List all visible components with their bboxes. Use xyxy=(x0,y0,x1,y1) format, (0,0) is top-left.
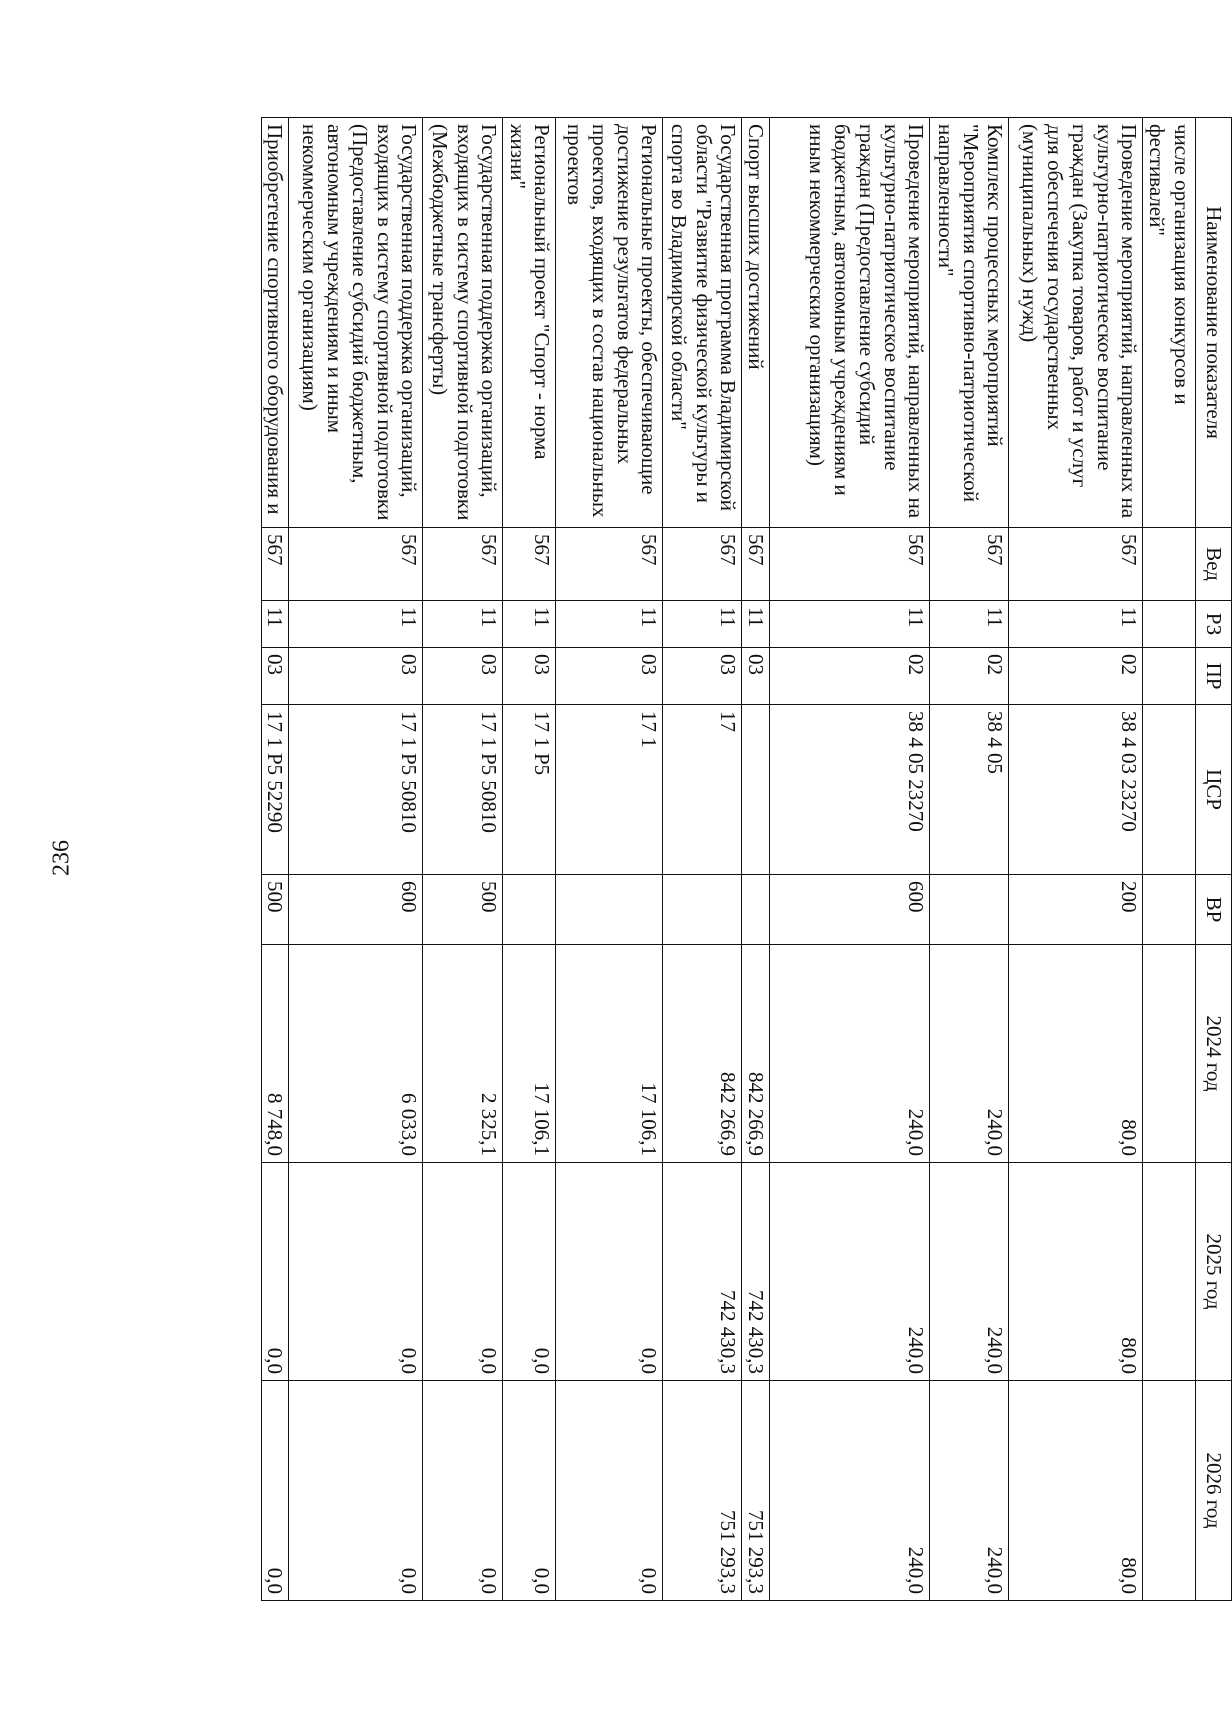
cell-name: Приобретение спортивного оборудования и xyxy=(261,118,289,528)
table-row xyxy=(930,118,1009,1601)
cell-y2026: 240,0 xyxy=(930,1381,1009,1601)
cell-y2024: 80,0 xyxy=(1009,945,1143,1163)
cell-vr xyxy=(930,875,1009,945)
cell-vr xyxy=(556,875,663,945)
rotated-table-wrapper xyxy=(145,117,1232,1600)
cell-y2024: 8 748,0 xyxy=(261,945,289,1163)
cell-rz: 11 xyxy=(503,601,556,648)
cell-y2026: 751 293,3 xyxy=(663,1381,742,1601)
cell-y2025: 80,0 xyxy=(1009,1163,1143,1381)
cell-y2026: 0,0 xyxy=(556,1381,663,1601)
cell-ved: 567 xyxy=(289,528,423,601)
cell-y2024: 842 266,9 xyxy=(663,945,742,1163)
header-name: Наименование показателя xyxy=(1196,118,1232,528)
cell-name: Государственная программа Владимирской области "Развитие физической культуры и спорта во Владимирской области" xyxy=(663,118,742,528)
header-vr: ВР xyxy=(1196,875,1232,945)
cell-pr: 03 xyxy=(556,648,663,705)
table-row xyxy=(423,118,503,1601)
cell-rz: 11 xyxy=(261,601,289,648)
cell-vr xyxy=(1143,875,1196,945)
cell-y2026: 0,0 xyxy=(503,1381,556,1601)
cell-y2024: 842 266,9 xyxy=(742,945,770,1163)
cell-ved: 567 xyxy=(423,528,503,601)
cell-rz xyxy=(1143,601,1196,648)
cell-pr: 03 xyxy=(289,648,423,705)
header-2024: 2024 год xyxy=(1196,945,1232,1163)
cell-ved: 567 xyxy=(770,528,930,601)
cell-y2025: 240,0 xyxy=(770,1163,930,1381)
cell-csr: 17 1 Р5 50810 xyxy=(289,705,423,875)
cell-rz: 11 xyxy=(770,601,930,648)
cell-pr: 02 xyxy=(1009,648,1143,705)
table-row xyxy=(556,118,663,1601)
table-row xyxy=(503,118,556,1601)
table-row xyxy=(742,118,770,1601)
cell-csr: 38 4 03 23270 xyxy=(1009,705,1143,875)
cell-y2026: 0,0 xyxy=(261,1381,289,1601)
cell-csr: 17 1 Р5 50810 xyxy=(423,705,503,875)
cell-ved xyxy=(1143,528,1196,601)
cell-y2024 xyxy=(1143,945,1196,1163)
cell-pr: 02 xyxy=(930,648,1009,705)
cell-ved: 567 xyxy=(663,528,742,601)
cell-name: числе организация конкурсов и фестивалей" xyxy=(1143,118,1196,528)
cell-rz: 11 xyxy=(423,601,503,648)
cell-y2025: 0,0 xyxy=(261,1163,289,1381)
cell-ved: 567 xyxy=(503,528,556,601)
cell-vr xyxy=(663,875,742,945)
header-2026: 2026 год xyxy=(1196,1381,1232,1601)
cell-csr: 17 xyxy=(663,705,742,875)
cell-rz: 11 xyxy=(930,601,1009,648)
cell-vr xyxy=(503,875,556,945)
table-row xyxy=(770,118,930,1601)
cell-csr xyxy=(742,705,770,875)
cell-y2024: 240,0 xyxy=(930,945,1009,1163)
cell-rz: 11 xyxy=(1009,601,1143,648)
cell-vr: 500 xyxy=(261,875,289,945)
cell-y2024: 2 325,1 xyxy=(423,945,503,1163)
header-ved: Вед xyxy=(1196,528,1232,601)
cell-vr: 600 xyxy=(770,875,930,945)
cell-pr: 03 xyxy=(423,648,503,705)
cell-name: Спорт высших достижений xyxy=(742,118,770,528)
cell-vr: 500 xyxy=(423,875,503,945)
cell-vr: 600 xyxy=(289,875,423,945)
cell-rz: 11 xyxy=(289,601,423,648)
cell-csr: 38 4 05 xyxy=(930,705,1009,875)
header-rz: РЗ xyxy=(1196,601,1232,648)
cell-pr: 02 xyxy=(770,648,930,705)
table-row xyxy=(261,118,289,1601)
cell-ved: 567 xyxy=(930,528,1009,601)
cell-y2024: 17 106,1 xyxy=(556,945,663,1163)
cell-y2025: 0,0 xyxy=(289,1163,423,1381)
header-csr: ЦСР xyxy=(1196,705,1232,875)
cell-csr xyxy=(1143,705,1196,875)
cell-name: Комплекс процессных мероприятий "Мероприятия спортивно-патриотической направленности" xyxy=(930,118,1009,528)
cell-rz: 11 xyxy=(556,601,663,648)
cell-pr: 03 xyxy=(742,648,770,705)
cell-ved: 567 xyxy=(1009,528,1143,601)
cell-name: Региональные проекты, обеспечивающие достижение результатов федеральных проектов, входящих в состав национальных проектов xyxy=(556,118,663,528)
cell-name: Проведение мероприятий, направленных на культурно-патриотическое воспитание граждан (Закупка товаров, работ и услуг для обеспечения государственных (муниципальных) нужд) xyxy=(1009,118,1143,528)
cell-y2024: 240,0 xyxy=(770,945,930,1163)
cell-ved: 567 xyxy=(556,528,663,601)
table-row xyxy=(1009,118,1143,1601)
table-row xyxy=(663,118,742,1601)
cell-name: Проведение мероприятий, направленных на культурно-патриотическое воспитание граждан (Предоставление субсидий бюджетным, автономным учреждениям и иным некоммерческим организациям) xyxy=(770,118,930,528)
header-2025: 2025 год xyxy=(1196,1163,1232,1381)
cell-y2026: 751 293,3 xyxy=(742,1381,770,1601)
cell-name: Государственная поддержка организаций, входящих в систему спортивной подготовки (Предоставление субсидий бюджетным, автономным учреждениям и иным некоммерческим организациям) xyxy=(289,118,423,528)
cell-y2025: 742 430,3 xyxy=(663,1163,742,1381)
table-row xyxy=(289,118,423,1601)
cell-pr: 03 xyxy=(261,648,289,705)
cell-rz: 11 xyxy=(742,601,770,648)
table-row xyxy=(1143,118,1196,1601)
cell-y2025: 240,0 xyxy=(930,1163,1009,1381)
cell-rz: 11 xyxy=(663,601,742,648)
cell-pr: 03 xyxy=(663,648,742,705)
header-row xyxy=(1196,118,1232,1601)
cell-y2026 xyxy=(1143,1381,1196,1601)
cell-name: Государственная поддержка организаций, входящих в систему спортивной подготовки (Межбюджетные трансферты) xyxy=(423,118,503,528)
cell-pr xyxy=(1143,648,1196,705)
cell-csr: 38 4 05 23270 xyxy=(770,705,930,875)
cell-vr: 200 xyxy=(1009,875,1143,945)
cell-y2025 xyxy=(1143,1163,1196,1381)
cell-y2026: 80,0 xyxy=(1009,1381,1143,1601)
cell-y2025: 742 430,3 xyxy=(742,1163,770,1381)
cell-ved: 567 xyxy=(742,528,770,601)
cell-y2026: 0,0 xyxy=(289,1381,423,1601)
cell-y2025: 0,0 xyxy=(503,1163,556,1381)
cell-csr: 17 1 xyxy=(556,705,663,875)
cell-y2025: 0,0 xyxy=(423,1163,503,1381)
cell-y2024: 6 033,0 xyxy=(289,945,423,1163)
cell-csr: 17 1 Р5 52290 xyxy=(261,705,289,875)
cell-y2024: 17 106,1 xyxy=(503,945,556,1163)
cell-csr: 17 1 Р5 xyxy=(503,705,556,875)
cell-y2026: 240,0 xyxy=(770,1381,930,1601)
cell-pr: 03 xyxy=(503,648,556,705)
cell-ved: 567 xyxy=(261,528,289,601)
budget-table xyxy=(261,117,1232,1601)
header-pr: ПР xyxy=(1196,648,1232,705)
cell-name: Региональный проект "Спорт - норма жизни" xyxy=(503,118,556,528)
cell-y2025: 0,0 xyxy=(556,1163,663,1381)
cell-y2026: 0,0 xyxy=(423,1381,503,1601)
cell-vr xyxy=(742,875,770,945)
page-number: 236 xyxy=(48,840,75,876)
